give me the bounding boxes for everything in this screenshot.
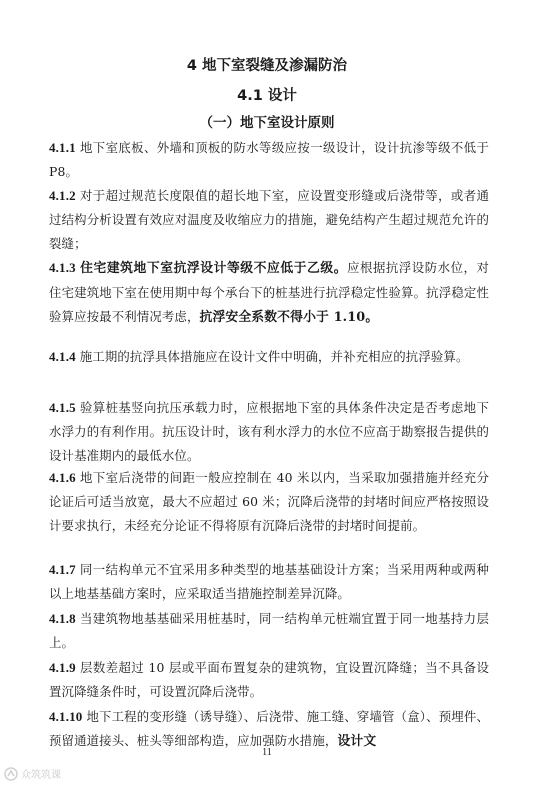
clause-text: 验算桩基竖向抗压承载力时，应根据地下室的具体条件决定是否考虑地下水浮力的有利作用。抗压设计时，该有利水浮力的水位不应高于勘察报告提供的设计基准期内的最低水位。	[49, 400, 489, 463]
clause-text: 地下室后浇带的间距一般应控制在 40 米以内，当采取加强措施并经充分论证后可适当放宽，最大不应超过 60 米；沉降后浇带的封堵时间应严格按照设计要求执行，未经充分论证不得将原有沉降后浇带的封堵时间提前。	[49, 470, 489, 533]
clause-4-1-5	[49, 396, 489, 468]
watermark-text: 众筑筑课	[21, 770, 61, 781]
section-heading: 4.1 设计	[237, 88, 297, 104]
clause-text: 应根据抗浮设防水位，对住宅建筑地下室在使用期中每个承台下的桩基进行抗浮稳定性验算。抗浮稳定性验算应按最不利情况考虑，	[49, 260, 489, 324]
watermark-logo-icon	[4, 767, 18, 781]
clause-text: 同一结构单元不宜采用多种类型的地基基础设计方案；当采用两种或两种以上地基基础方案时，应采取适当措施控制差异沉降。	[49, 562, 489, 601]
subsection-heading: （一）地下室设计原则	[199, 115, 335, 131]
clause-number: 4.1.4	[49, 349, 76, 364]
clause-number: 4.1.6	[49, 470, 76, 485]
clause-number: 4.1.2	[49, 188, 76, 203]
clause-text: 层数差超过 10 层或平面布置复杂的建筑物，宜设置沉降缝；当不具备设置沉降缝条件时，可设置沉降后浇带。	[49, 660, 489, 699]
clause-text: 地下工程的变形缝（诱导缝）、后浇带、施工缝、穿墙管（盒）、预埋件、预留通道接头、桩头等细部构造，应加强防水措施，	[49, 709, 489, 748]
chapter-heading: 4 地下室裂缝及渗漏防治	[186, 58, 348, 74]
clause-text: 地下室底板、外墙和顶板的防水等级应按一级设计，设计抗渗等级不低于 P8。	[49, 140, 489, 179]
clause-4-1-9	[49, 656, 489, 704]
clause-number: 4.1.1	[49, 140, 76, 155]
clause-number: 4.1.9	[49, 660, 76, 675]
clause-text: 对于超过规范长度限值的超长地下室，应设置变形缝或后浇带等，或者通过结构分析设置有效应对温度及收缩应力的措施，避免结构产生超过规范允许的裂缝；	[49, 188, 489, 251]
clause-4-1-7	[49, 558, 489, 606]
clause-4-1-3	[49, 256, 489, 330]
clause-number: 4.1.8	[49, 611, 76, 626]
clause-number: 4.1.5	[49, 400, 76, 415]
clause-4-1-4	[49, 345, 489, 369]
clause-text-bold: 设计文	[337, 734, 377, 749]
page-number: 11	[262, 747, 272, 758]
clause-number: 4.1.10	[49, 709, 83, 724]
watermark	[4, 766, 61, 781]
clause-4-1-6	[49, 466, 489, 538]
clause-4-1-2	[49, 184, 489, 256]
clause-4-1-1	[49, 136, 489, 184]
clause-text-bold: 抗浮安全系数不得小于 1.10。	[199, 310, 379, 325]
clause-4-1-8	[49, 607, 489, 655]
clause-text: 当建筑物地基基础采用桩基时，同一结构单元桩端宜置于同一地基持力层上。	[49, 611, 489, 650]
clause-number: 4.1.3	[49, 260, 76, 275]
clause-text: 施工期的抗浮具体措施应在设计文件中明确，并补充相应的抗浮验算。	[79, 349, 469, 364]
clause-text-bold: 住宅建筑地下室抗浮设计等级不应低于乙级。	[79, 261, 348, 276]
clause-number: 4.1.7	[49, 562, 76, 577]
